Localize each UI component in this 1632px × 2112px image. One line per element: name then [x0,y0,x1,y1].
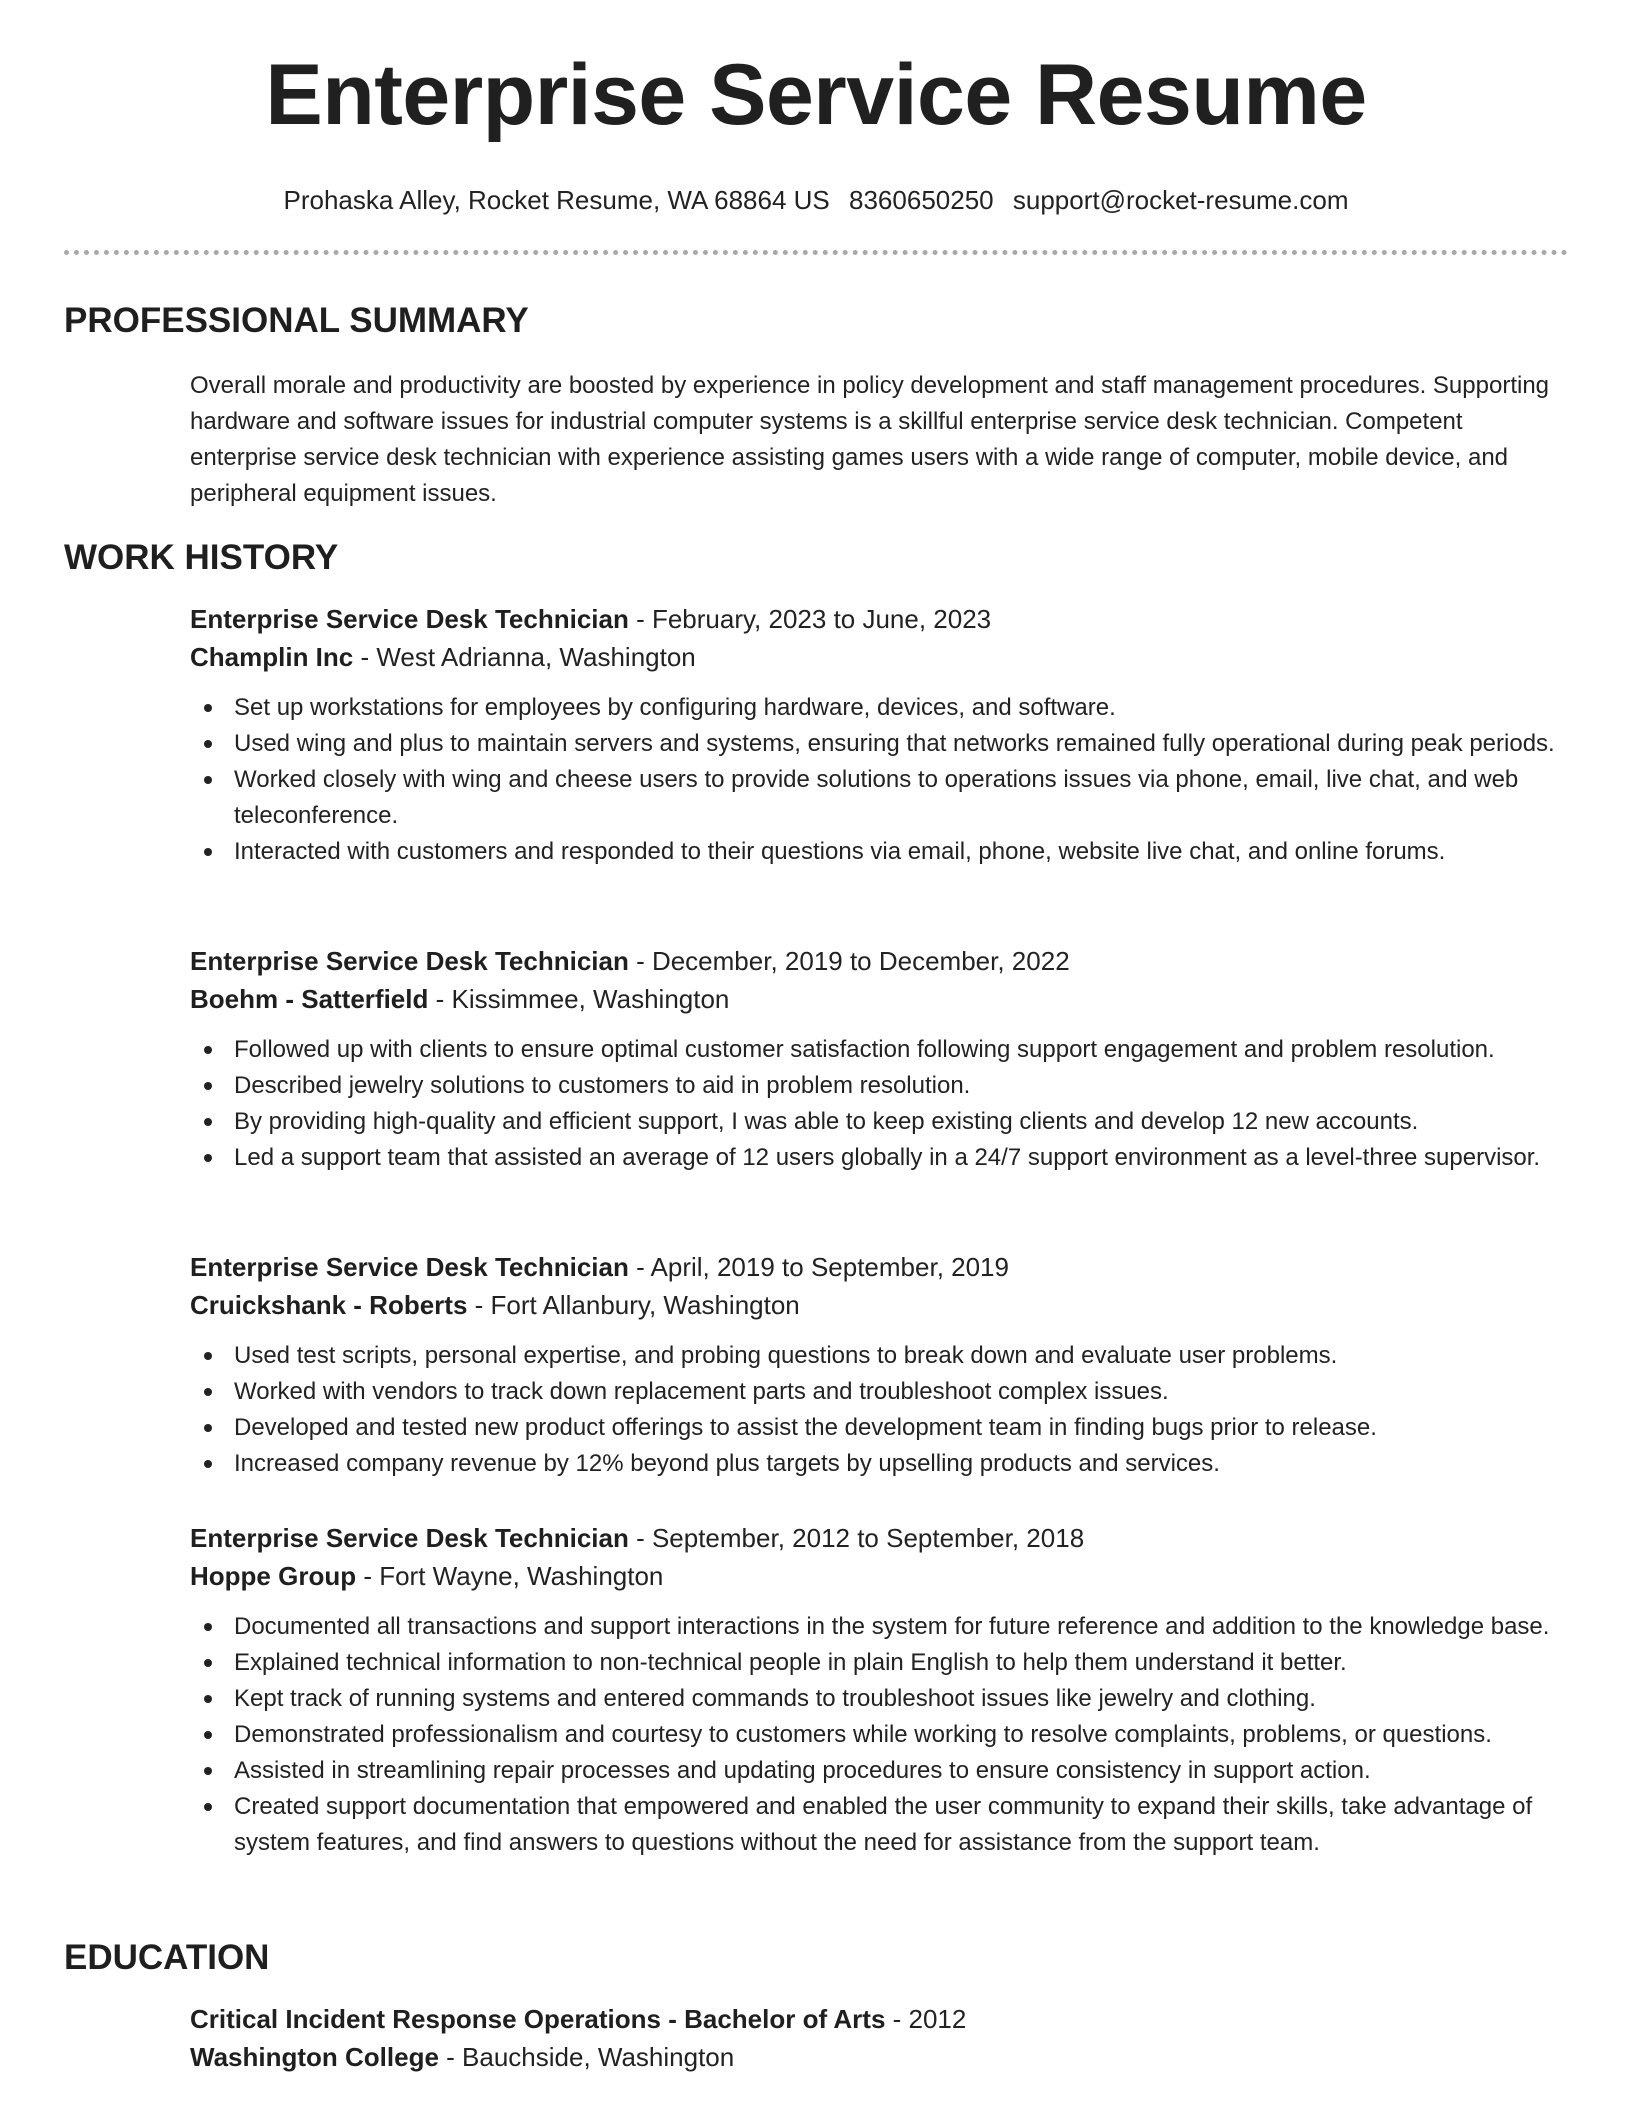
job-dates: - February, 2023 to June, 2023 [628,604,992,634]
job-company-line [190,1286,1575,1324]
job-title-line [190,1248,1575,1286]
job-dates: - December, 2019 to December, 2022 [628,946,1070,976]
work-history-heading: WORK HISTORY [64,538,339,577]
job-bullet: Interacted with customers and responded to their questions via email, phone, website live chat, and online forums. [190,834,1575,870]
job-dates: - September, 2012 to September, 2018 [628,1523,1085,1553]
education-school: Washington College [190,2042,439,2072]
job-entry [190,600,1575,870]
contact-email: support@rocket-resume.com [1012,185,1349,215]
job-title: Enterprise Service Desk Technician [190,1252,629,1282]
education-year: - 2012 [885,2004,967,2034]
summary-heading: PROFESSIONAL SUMMARY [64,301,529,340]
job-title-line [190,600,1575,638]
education-heading: EDUCATION [64,1938,270,1977]
resume-title: Enterprise Service Resume [265,47,1367,143]
header-divider [64,250,1568,255]
job-bullet: Documented all transactions and support interactions in the system for future reference and addition to the knowledge base. [190,1609,1575,1645]
education-degree-line [190,2000,1575,2038]
summary-text: Overall morale and productivity are boosted by experience in policy development and staff management procedures. Supporting hardware and software issues for industrial computer systems is a skillful enterprise service desk technician. Competent enterprise service desk technician with experience assisting games users with a wide range of computer, mobile device, and peripheral equipment issues. [190,372,1550,507]
job-entry [190,1519,1575,1861]
job-title-line [190,1519,1575,1557]
education-school-line [190,2038,1575,2076]
job-title: Enterprise Service Desk Technician [190,1523,629,1553]
job-bullet: Led a support team that assisted an average of 12 users globally in a 24/7 support environment as a level-three supervisor. [190,1140,1575,1176]
job-location: - Kissimmee, Washington [428,984,730,1014]
job-location: - West Adrianna, Washington [353,642,696,672]
job-company-line [190,980,1575,1018]
job-location: - Fort Wayne, Washington [356,1561,664,1591]
job-bullet: Set up workstations for employees by configuring hardware, devices, and software. [190,690,1575,726]
job-company-line [190,638,1575,676]
job-company: Champlin Inc [190,642,354,672]
job-bullet: Created support documentation that empowered and enabled the user community to expand their skills, take advantage of system features, and find answers to questions without the need for assistance from the support team. [190,1789,1575,1861]
job-company: Cruickshank - Roberts [190,1290,468,1320]
job-bullet: By providing high-quality and efficient support, I was able to keep existing clients and develop 12 new accounts. [190,1104,1575,1140]
job-bullet: Assisted in streamlining repair processes and updating procedures to ensure consistency in support action. [190,1753,1575,1789]
job-bullet: Used test scripts, personal expertise, and probing questions to break down and evaluate user problems. [190,1338,1575,1374]
job-bullet: Worked closely with wing and cheese users to provide solutions to operations issues via phone, email, live chat, and web teleconference. [190,762,1575,834]
education-location: - Bauchside, Washington [438,2042,735,2072]
job-bullet: Described jewelry solutions to customers to aid in problem resolution. [190,1068,1575,1104]
job-bullet: Explained technical information to non-technical people in plain English to help them understand it better. [190,1645,1575,1681]
job-bullet: Kept track of running systems and entered commands to troubleshoot issues like jewelry and clothing. [190,1681,1575,1717]
job-entry [190,942,1575,1176]
job-bullet: Increased company revenue by 12% beyond plus targets by upselling products and services. [190,1446,1575,1482]
education-degree: Critical Incident Response Operations - Bachelor of Arts [190,2004,886,2034]
job-entry [190,1248,1575,1482]
job-company: Hoppe Group [190,1561,357,1591]
contact-address: Prohaska Alley, Rocket Resume, WA 68864 US [283,185,830,215]
job-title-line [190,942,1575,980]
contact-line [0,183,1632,217]
job-bullet: Demonstrated professionalism and courtesy to customers while working to resolve complaints, problems, or questions. [190,1717,1575,1753]
job-location: - Fort Allanbury, Washington [467,1290,800,1320]
job-dates: - April, 2019 to September, 2019 [628,1252,1009,1282]
contact-phone: 8360650250 [849,185,994,215]
job-bullet: Used wing and plus to maintain servers and systems, ensuring that networks remained fully operational during peak periods. [190,726,1575,762]
job-title: Enterprise Service Desk Technician [190,946,629,976]
job-bullet: Followed up with clients to ensure optimal customer satisfaction following support engagement and problem resolution. [190,1032,1575,1068]
job-bullet: Developed and tested new product offerings to assist the development team in finding bugs prior to release. [190,1410,1575,1446]
job-title: Enterprise Service Desk Technician [190,604,629,634]
education-entry [190,2000,1575,2076]
job-company-line [190,1557,1575,1595]
job-bullets [190,690,1575,870]
job-bullets [190,1609,1575,1861]
job-bullets [190,1032,1575,1176]
job-bullets [190,1338,1575,1482]
job-company: Boehm - Satterfield [190,984,429,1014]
job-bullet: Worked with vendors to track down replacement parts and troubleshoot complex issues. [190,1374,1575,1410]
